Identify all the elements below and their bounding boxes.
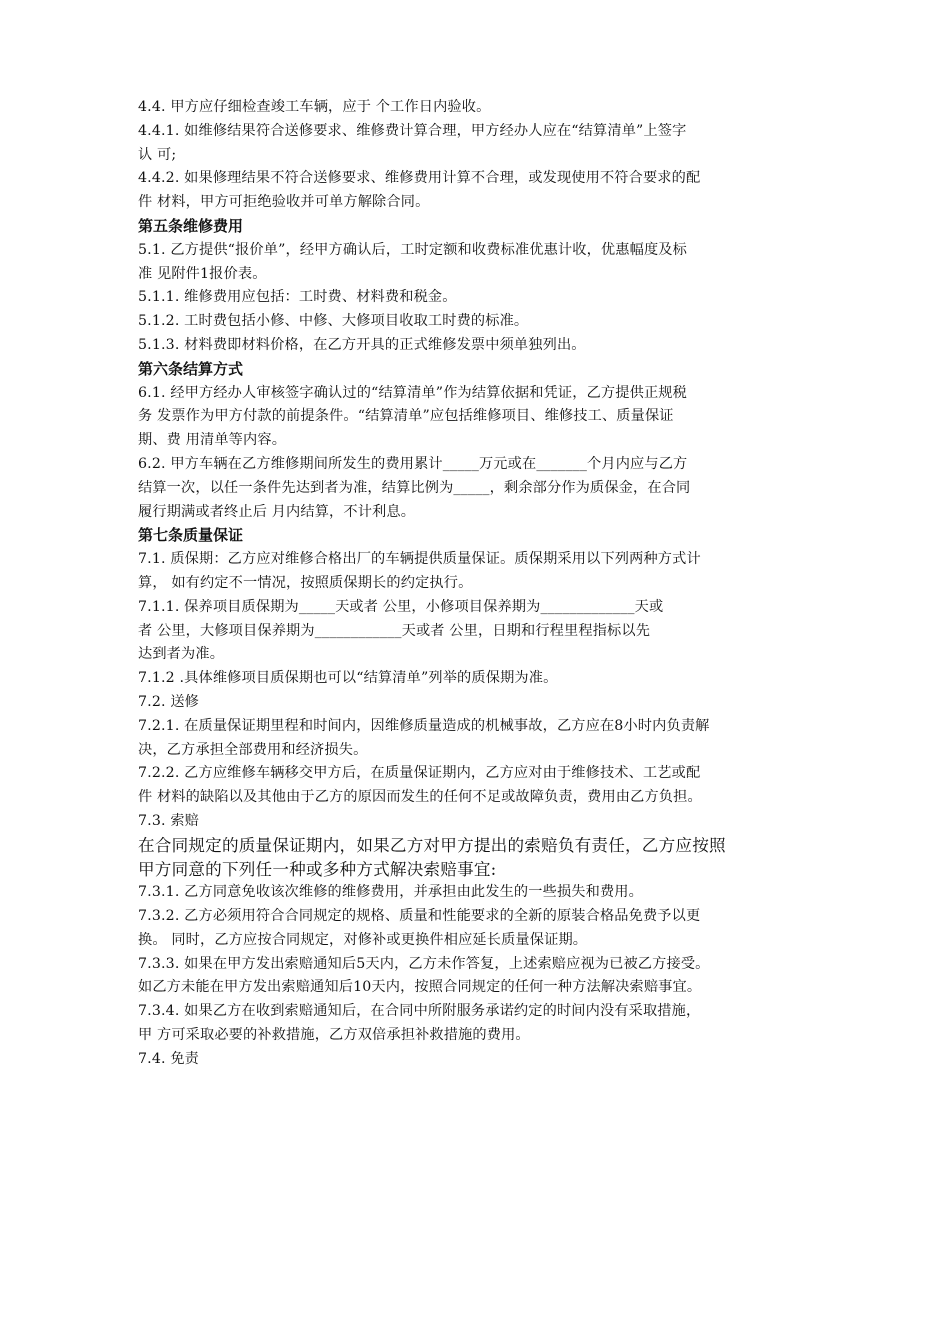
text-line: 算， 如有约定不一情况，按照质保期长的约定执行。 <box>138 574 473 591</box>
text-line: 7.3.2. 乙方必须用符合合同规定的规格、质量和性能要求的全新的原装合格品免费予以更 <box>138 908 701 925</box>
document-body <box>138 96 838 1072</box>
text-line: 6.1. 经甲方经办人审核签字确认过的“结算清单”作为结算依据和凭证，乙方提供正规税 <box>138 384 687 401</box>
text-line: 7.3.1. 乙方同意免收该次维修的维修费用，并承担由此发生的一些损失和费用。 <box>138 884 643 901</box>
text-line: 5.1.2. 工时费包括小修、中修、大修项目收取工时费的标准。 <box>138 313 529 330</box>
text-line: 7.2. 送修 <box>138 693 200 710</box>
section-heading: 第六条结算方式 <box>138 359 244 378</box>
text-line: 件 材料的缺陷以及其他由于乙方的原因而发生的任何不足或故障负责，费用由乙方负担。 <box>138 789 702 806</box>
text-line: 7.1.2 .具体维修项目质保期也可以“结算清单”列举的质保期为准。 <box>138 670 558 687</box>
text-line: 在合同规定的质量保证期内，如果乙方对甲方提出的索赔负有责任，乙方应按照 <box>138 835 726 855</box>
text-line: 达到者为准。 <box>138 646 225 663</box>
text-line: 认 可; <box>138 146 177 163</box>
text-line: 换。 同时，乙方应按合同规定，对修补或更换件相应延长质量保证期。 <box>138 931 588 948</box>
text-line: 甲 方可采取必要的补救措施，乙方双倍承担补救措施的费用。 <box>138 1027 530 1044</box>
text-line: 4.4.2. 如果修理结果不符合送修要求、维修费用计算不合理，或发现使用不符合要求的配 <box>138 170 701 187</box>
text-line: 者 公里，大修项目保养期为____________天或者 公里，日期和行程里程指标以先 <box>138 622 651 639</box>
text-line: 决，乙方承担全部费用和经济损失。 <box>138 741 368 758</box>
text-line: 期、费 用清单等内容。 <box>138 432 287 449</box>
text-line: 4.4.1. 如维修结果符合送修要求、维修费计算合理，甲方经办人应在“结算清单”上签字 <box>138 122 687 139</box>
text-line: 准 见附件1报价表。 <box>138 265 267 282</box>
text-line: 7.1.1. 保养项目质保期为_____天或者 公里，小修项目保养期为_____________天或 <box>138 598 664 615</box>
text-line: 7.2.2. 乙方应维修车辆移交甲方后，在质量保证期内，乙方应对由于维修技术、工艺或配 <box>138 765 701 782</box>
text-line: 结算一次，以任一条件先达到者为准，结算比例为_____，剩余部分作为质保金，在合同 <box>138 479 691 496</box>
text-line: 6.2. 甲方车辆在乙方维修期间所发生的费用累计_____万元或在_______个月内应与乙方 <box>138 455 688 472</box>
text-line: 如乙方未能在甲方发出索赔通知后10天内，按照合同规定的任何一种方法解决索赔事宜。 <box>138 979 702 996</box>
text-line: 履行期满或者终止后 月内结算，不计利息。 <box>138 503 416 520</box>
text-line: 5.1.3. 材料费即材料价格，在乙方开具的正式维修发票中须单独列出。 <box>138 336 586 353</box>
text-line: 7.3.3. 如果在甲方发出索赔通知后5天内，乙方未作答复，上述索赔应视为已被乙方接受。 <box>138 955 710 972</box>
section-heading: 第五条维修费用 <box>138 216 244 235</box>
text-line: 务 发票作为甲方付款的前提条件。“结算清单”应包括维修项目、维修技工、质量保证 <box>138 408 674 425</box>
text-line: 甲方同意的下列任一种或多种方式解决索赔事宜: <box>138 859 497 879</box>
text-line: 7.3. 索赔 <box>138 812 200 829</box>
text-line: 5.1. 乙方提供“报价单”，经甲方确认后，工时定额和收费标准优惠计收，优惠幅度及标 <box>138 241 687 258</box>
text-line: 件 材料，甲方可拒绝验收并可单方解除合同。 <box>138 194 430 211</box>
text-line: 7.4. 免责 <box>138 1050 200 1067</box>
text-line: 7.2.1. 在质量保证期里程和时间内，因维修质量造成的机械事故，乙方应在8小时内负责解 <box>138 717 710 734</box>
text-line: 4.4. 甲方应仔细检查竣工车辆，应于 个工作日内验收。 <box>138 99 491 115</box>
text-line: 7.1. 质保期：乙方应对维修合格出厂的车辆提供质量保证。质保期采用以下列两种方式计 <box>138 551 701 568</box>
section-heading: 第七条质量保证 <box>138 526 244 545</box>
text-line: 5.1.1. 维修费用应包括：工时费、材料费和税金。 <box>138 289 457 306</box>
text-line: 7.3.4. 如果乙方在收到索赔通知后，在合同中所附服务承诺约定的时间内没有采取措施， <box>138 1003 701 1020</box>
